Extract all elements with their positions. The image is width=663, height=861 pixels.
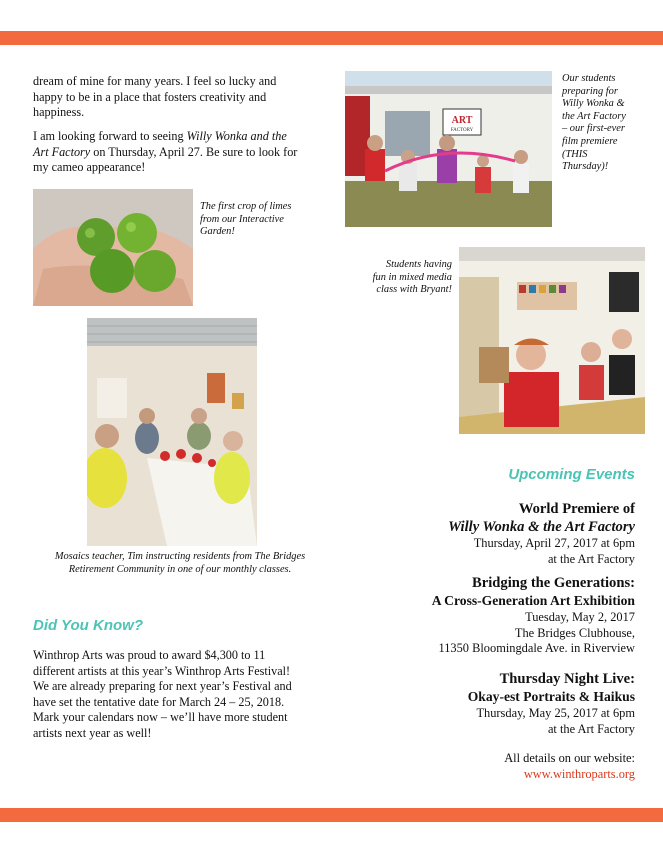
event-thursday-night-live — [468, 670, 635, 737]
event-bridging-generations — [432, 574, 635, 657]
caption-mixed-media: Students having fun in mixed media class with Bryant! — [372, 259, 452, 296]
intro-paragraph-2: I am looking forward to seeing Willy Wonka and the Art Factory on Thursday, April 27. Be sure to look for my cameo appearance! — [33, 129, 298, 175]
event-3-title: Thursday Night Live: — [499, 671, 635, 687]
did-you-know-body: Winthrop Arts was proud to award $4,300 to 11 different artists at this year’s Winthrop Arts Festival! We are already preparing for next year’s Festival and have set the tentative date for March 24 – 25, 2018. Mark your calendars now – we’ll have more student artists next year as well! — [33, 648, 292, 740]
photo-mosaics-class — [87, 318, 257, 546]
event-2-title: Bridging the Generations: — [472, 575, 635, 591]
sign-text-factory: FACTORY — [450, 128, 474, 133]
event-3-subtitle: Okay-est Portraits & Haikus — [467, 689, 635, 704]
caption-students-premiere: Our students preparing for Willy Wonka & the Art Factory – our first-ever film premiere (THIS Thursday)! — [562, 73, 626, 173]
event-2-place-1: The Bridges Clubhouse, — [514, 625, 635, 640]
caption-mosaics: Mosaics teacher, Tim instructing residents from The Bridges Retirement Community in one of our monthly classes. — [54, 551, 306, 575]
details-text: All details on our website: — [504, 751, 635, 765]
website-link[interactable]: www.winthroparts.org — [523, 766, 635, 781]
website-details — [504, 751, 635, 782]
event-world-premiere — [448, 500, 635, 567]
event-1-title: World Premiere of — [518, 501, 635, 517]
sign-text-art: ART — [451, 115, 473, 126]
event-2-subtitle: A Cross-Generation Art Exhibition — [431, 593, 635, 608]
event-1-subtitle: Willy Wonka & the Art Factory — [448, 519, 635, 535]
intro-paragraph-1: dream of mine for many years. I feel so lucky and happy to be in a place that fosters creativity and happiness. — [33, 74, 277, 120]
photo-students-art-factory — [345, 71, 552, 227]
event-1-date: Thursday, April 27, 2017 at 6pm — [473, 536, 635, 550]
event-3-place: at the Art Factory — [547, 721, 635, 736]
event-2-date: Tuesday, May 2, 2017 — [525, 610, 635, 624]
photo-limes — [33, 189, 193, 306]
bottom-accent-bar — [0, 808, 663, 822]
event-1-place: at the Art Factory — [547, 551, 635, 566]
caption-limes: The first crop of limes from our Interactive Garden! — [200, 201, 292, 238]
top-accent-bar — [0, 31, 663, 45]
photo-mixed-media-class — [459, 247, 645, 434]
upcoming-events-heading: Upcoming Events — [508, 466, 635, 483]
event-3-date: Thursday, May 25, 2017 at 6pm — [476, 706, 635, 720]
event-2-place-2: 11350 Bloomingdale Ave. in Riverview — [438, 641, 635, 656]
did-you-know-heading: Did You Know? — [33, 617, 143, 634]
